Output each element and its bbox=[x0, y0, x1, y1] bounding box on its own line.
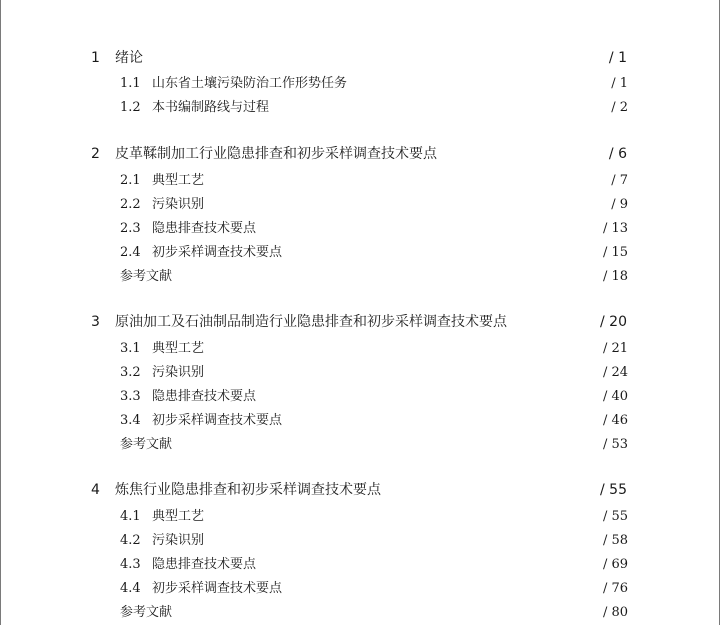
chapter-number: 3 bbox=[91, 314, 100, 330]
section-number: 4.4 bbox=[120, 581, 141, 596]
toc-section-3-4[interactable] bbox=[0, 410, 720, 432]
toc-section-2-1[interactable] bbox=[0, 170, 720, 192]
section-page: / 55 bbox=[602, 509, 628, 524]
toc-chapter-1[interactable] bbox=[0, 47, 720, 69]
section-page: / 46 bbox=[602, 413, 628, 428]
toc-section-1-1[interactable] bbox=[0, 73, 720, 95]
toc-references-2[interactable] bbox=[0, 266, 720, 288]
toc-chapter-2[interactable] bbox=[0, 143, 720, 165]
toc-references-4[interactable] bbox=[0, 602, 720, 624]
chapter-page: / 55 bbox=[600, 482, 627, 498]
toc-section-3-1[interactable] bbox=[0, 338, 720, 360]
chapter-title: 原油加工及石油制品制造行业隐患排查和初步采样调查技术要点 bbox=[115, 314, 507, 330]
section-page: / 69 bbox=[602, 557, 628, 572]
section-title: 山东省土壤污染防治工作形势任务 bbox=[152, 76, 348, 91]
toc-section-3-2[interactable] bbox=[0, 362, 720, 384]
section-title: 隐患排查技术要点 bbox=[152, 557, 257, 572]
toc-section-2-3[interactable] bbox=[0, 218, 720, 240]
section-page: / 9 bbox=[611, 197, 628, 212]
section-title: 典型工艺 bbox=[152, 341, 205, 356]
section-number: 4.1 bbox=[120, 509, 141, 524]
section-number: 2.1 bbox=[120, 173, 141, 188]
chapter-number: 1 bbox=[91, 50, 100, 66]
chapter-title: 炼焦行业隐患排查和初步采样调查技术要点 bbox=[115, 482, 381, 498]
chapter-page: / 1 bbox=[608, 50, 627, 66]
section-page: / 7 bbox=[611, 173, 628, 188]
section-number: 1.2 bbox=[120, 100, 141, 115]
section-title: 初步采样调查技术要点 bbox=[152, 413, 283, 428]
toc-section-4-1[interactable] bbox=[0, 506, 720, 528]
section-page: / 2 bbox=[611, 100, 628, 115]
section-page: / 58 bbox=[602, 533, 628, 548]
section-title: 污染识别 bbox=[152, 533, 205, 548]
section-title: 典型工艺 bbox=[152, 509, 205, 524]
section-page: / 76 bbox=[602, 581, 628, 596]
toc-section-2-4[interactable] bbox=[0, 242, 720, 264]
section-number: 2.3 bbox=[120, 221, 141, 236]
chapter-number: 2 bbox=[91, 146, 100, 162]
section-title: 隐患排查技术要点 bbox=[152, 221, 257, 236]
section-title: 初步采样调查技术要点 bbox=[152, 581, 283, 596]
section-page: / 40 bbox=[602, 389, 628, 404]
toc-section-2-2[interactable] bbox=[0, 194, 720, 216]
chapter-number: 4 bbox=[91, 482, 100, 498]
section-title: 污染识别 bbox=[152, 197, 205, 212]
references-page: / 53 bbox=[602, 437, 628, 452]
section-number: 3.1 bbox=[120, 341, 141, 356]
references-title: 参考文献 bbox=[120, 437, 173, 452]
toc-section-3-3[interactable] bbox=[0, 386, 720, 408]
toc-references-3[interactable] bbox=[0, 434, 720, 456]
references-title: 参考文献 bbox=[120, 269, 173, 284]
section-number: 4.2 bbox=[120, 533, 141, 548]
section-page: / 15 bbox=[602, 245, 628, 260]
section-number: 2.2 bbox=[120, 197, 141, 212]
section-page: / 1 bbox=[611, 76, 628, 91]
section-title: 隐患排查技术要点 bbox=[152, 389, 257, 404]
chapter-title: 绪论 bbox=[115, 50, 143, 66]
toc-section-4-4[interactable] bbox=[0, 578, 720, 600]
section-title: 典型工艺 bbox=[152, 173, 205, 188]
references-page: / 18 bbox=[602, 269, 628, 284]
toc-section-4-3[interactable] bbox=[0, 554, 720, 576]
section-page: / 24 bbox=[602, 365, 628, 380]
references-page: / 80 bbox=[602, 605, 628, 620]
section-page: / 13 bbox=[602, 221, 628, 236]
section-number: 3.2 bbox=[120, 365, 141, 380]
section-title: 初步采样调查技术要点 bbox=[152, 245, 283, 260]
references-title: 参考文献 bbox=[120, 605, 173, 620]
section-number: 3.3 bbox=[120, 389, 141, 404]
chapter-title: 皮革鞣制加工行业隐患排查和初步采样调查技术要点 bbox=[115, 146, 437, 162]
chapter-page: / 20 bbox=[600, 314, 627, 330]
section-number: 2.4 bbox=[120, 245, 141, 260]
toc-chapter-4[interactable] bbox=[0, 479, 720, 501]
section-page: / 21 bbox=[602, 341, 628, 356]
toc-chapter-3[interactable] bbox=[0, 311, 720, 333]
section-title: 污染识别 bbox=[152, 365, 205, 380]
section-title: 本书编制路线与过程 bbox=[152, 100, 270, 115]
toc-section-4-2[interactable] bbox=[0, 530, 720, 552]
chapter-page: / 6 bbox=[608, 146, 627, 162]
section-number: 4.3 bbox=[120, 557, 141, 572]
section-number: 1.1 bbox=[120, 76, 141, 91]
toc-section-1-2[interactable] bbox=[0, 97, 720, 119]
section-number: 3.4 bbox=[120, 413, 141, 428]
